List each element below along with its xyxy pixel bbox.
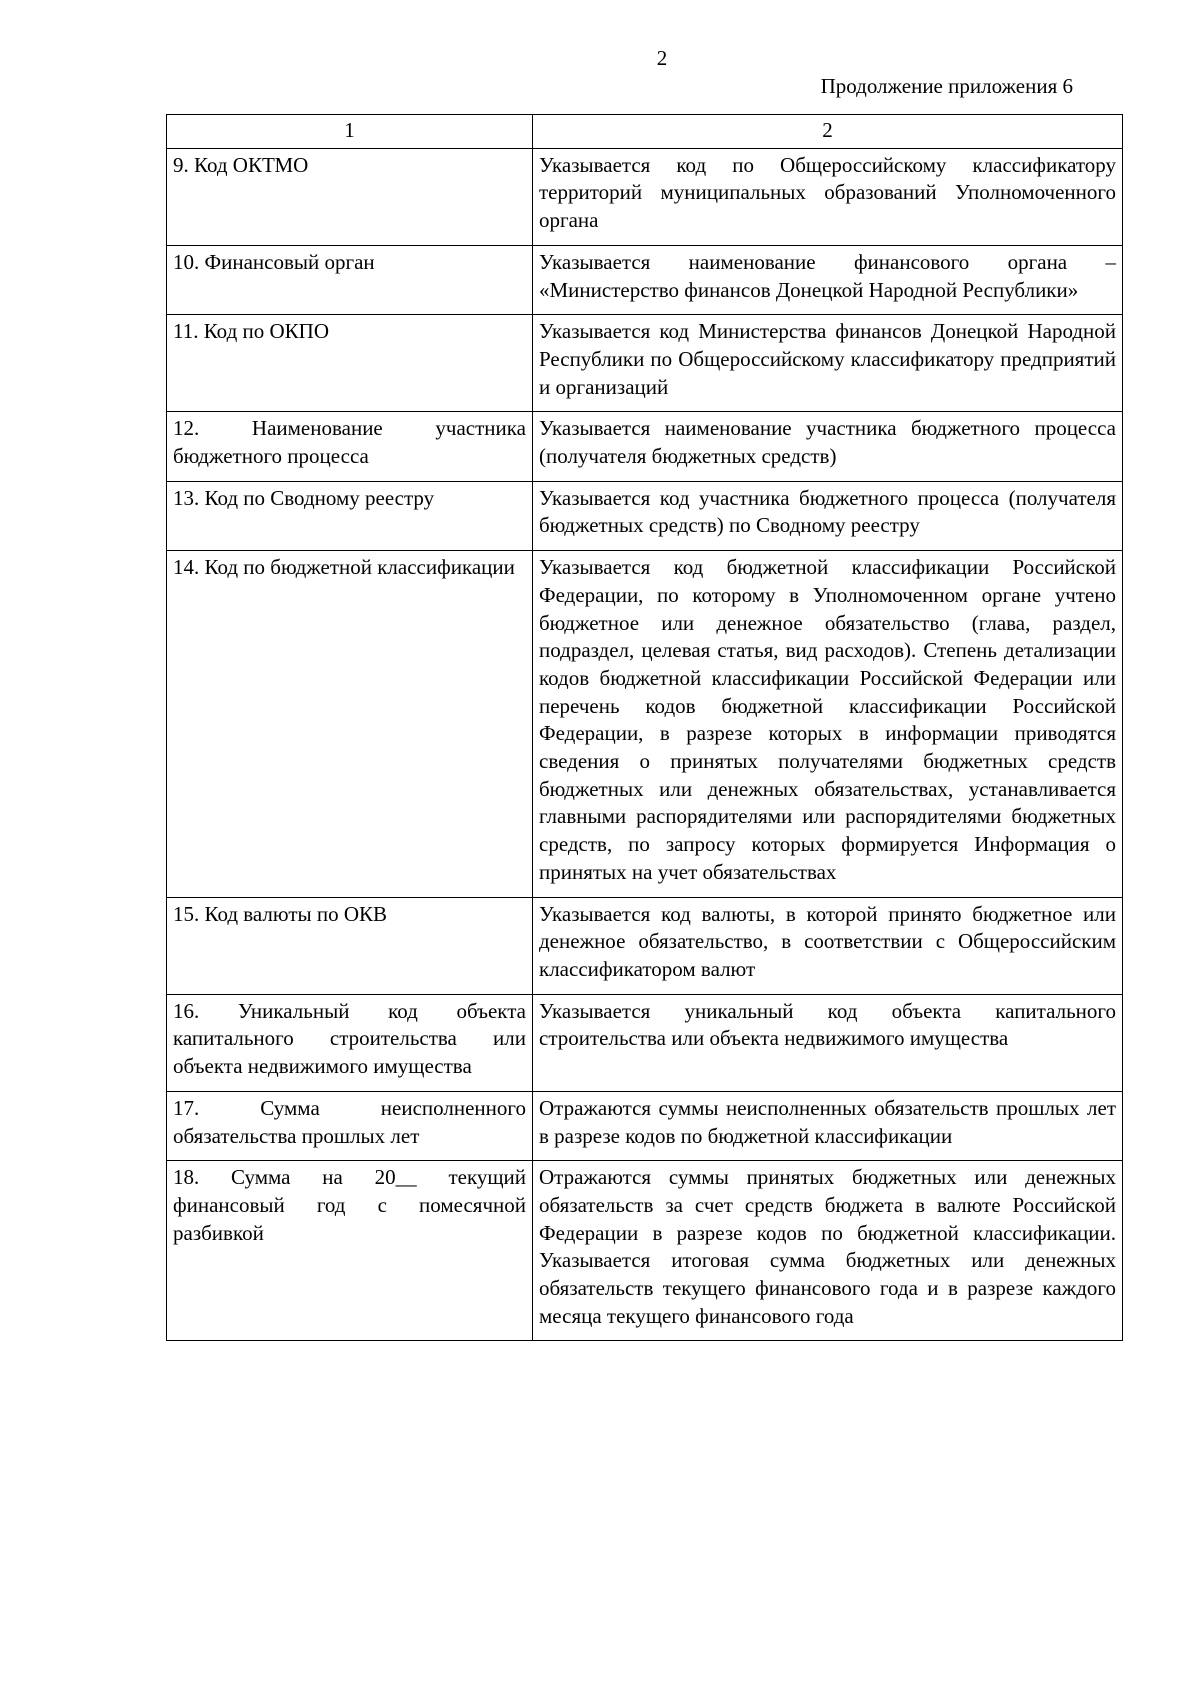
- field-description-cell: Указывается наименование финансового органа – «Министерство финансов Донецкой Народной Республики»: [533, 245, 1123, 314]
- field-description-cell: Указывается код бюджетной классификации Российской Федерации, по которому в Уполномоченном органе учтено бюджетное или денежное обязательство (глава, раздел, подраздел, целевая статья, вид расходов). Степень детализации кодов бюджетной классификации Российской Федерации или перечень кодов бюджетной классификации Российской Федерации, в разрезе которых в информации приводятся сведения о принятых получателями бюджетных средств бюджетных или денежных обязательствах, устанавливается главными распорядителями или распорядителями бюджетных средств, по запросу которых формируется Информация о принятых на учет обязательствах: [533, 551, 1123, 897]
- column-header-2: 2: [533, 115, 1123, 149]
- field-name-cell: 14. Код по бюджетной классификации: [167, 551, 533, 897]
- table-row: [167, 551, 1123, 897]
- table-row: [167, 245, 1123, 314]
- table-row: [167, 412, 1123, 481]
- table-row: [167, 315, 1123, 412]
- table-header-row: [167, 115, 1123, 149]
- table-row: [167, 1091, 1123, 1160]
- field-name-cell: 16. Уникальный код объекта капитального строительства или объекта недвижимого имущества: [167, 994, 533, 1091]
- table-row: [167, 481, 1123, 550]
- table-row: [167, 1161, 1123, 1341]
- field-description-cell: Указывается код Министерства финансов Донецкой Народной Республики по Общероссийскому классификатору предприятий и организаций: [533, 315, 1123, 412]
- table-row: [167, 897, 1123, 994]
- field-name-cell: 17. Сумма неисполненного обязательства прошлых лет: [167, 1091, 533, 1160]
- field-description-cell: Отражаются суммы принятых бюджетных или денежных обязательств за счет средств бюджета в валюте Российской Федерации в разрезе кодов по бюджетной классификации. Указывается итоговая сумма бюджетных или денежных обязательств текущего финансового года и в разрезе каждого месяца текущего финансового года: [533, 1161, 1123, 1341]
- appendix-label: Продолжение приложения 6: [820, 74, 1073, 98]
- field-name-cell: 11. Код по ОКПО: [167, 315, 533, 412]
- field-name-cell: 18. Сумма на 20__ текущий финансовый год с помесячной разбивкой: [167, 1161, 533, 1341]
- field-name-cell: 9. Код ОКТМО: [167, 148, 533, 245]
- field-name-cell: 13. Код по Сводному реестру: [167, 481, 533, 550]
- table-row: [167, 148, 1123, 245]
- field-description-cell: Отражаются суммы неисполненных обязательств прошлых лет в разрезе кодов по бюджетной классификации: [533, 1091, 1123, 1160]
- page-number: 2: [656, 46, 668, 70]
- field-name-cell: 10. Финансовый орган: [167, 245, 533, 314]
- field-description-cell: Указывается код участника бюджетного процесса (получателя бюджетных средств) по Сводному реестру: [533, 481, 1123, 550]
- field-description-cell: Указывается код валюты, в которой принято бюджетное или денежное обязательство, в соответствии с Общероссийским классификатором валют: [533, 897, 1123, 994]
- field-name-cell: 15. Код валюты по ОКВ: [167, 897, 533, 994]
- field-description-cell: Указывается код по Общероссийскому классификатору территорий муниципальных образований Уполномоченного органа: [533, 148, 1123, 245]
- table-row: [167, 994, 1123, 1091]
- column-header-1: 1: [167, 115, 533, 149]
- field-description-cell: Указывается наименование участника бюджетного процесса (получателя бюджетных средств): [533, 412, 1123, 481]
- field-name-cell: 12. Наименование участника бюджетного процесса: [167, 412, 533, 481]
- field-description-cell: Указывается уникальный код объекта капитального строительства или объекта недвижимого имущества: [533, 994, 1123, 1091]
- fields-table: [166, 114, 1123, 1341]
